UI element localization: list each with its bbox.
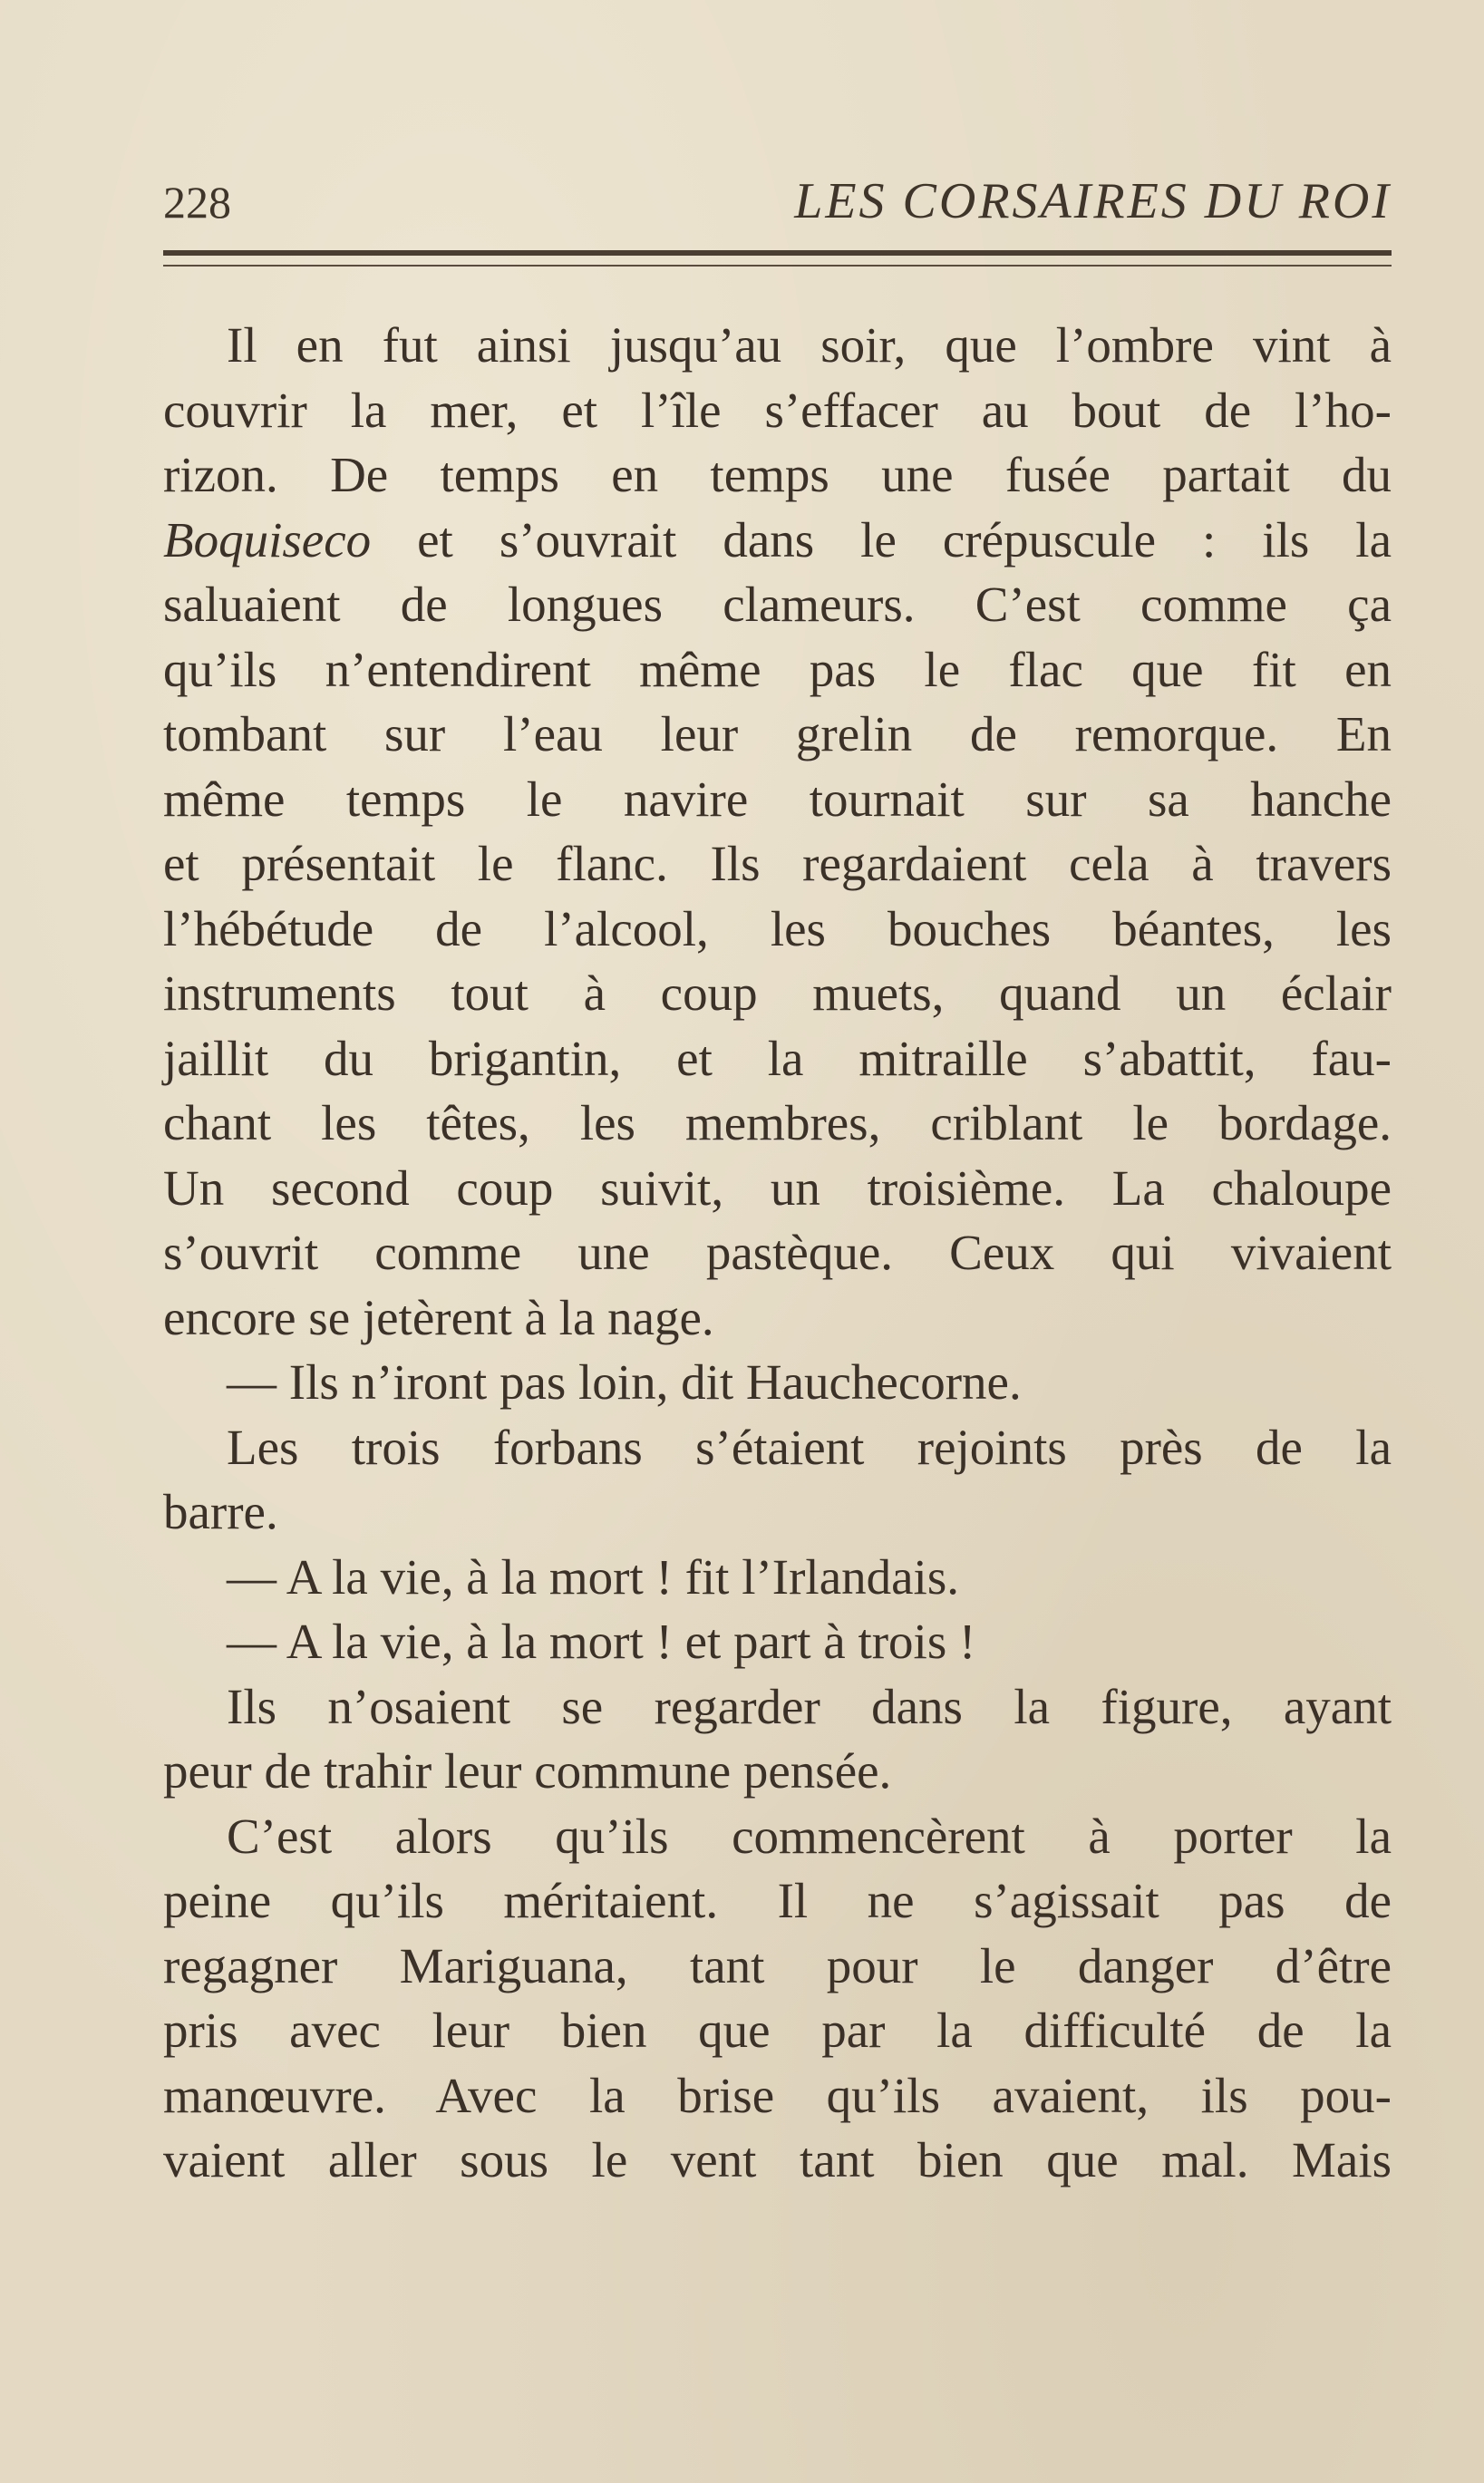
text-line: Un second coup suivit, un troisième. La chaloupe (163, 1159, 1392, 1216)
page-number: 228 (163, 177, 231, 228)
text-line: saluaient de longues clameurs. C’est comme ça (163, 577, 1392, 632)
text-line: jaillit du brigantin, et la mitraille s’abattit, fau- (163, 1030, 1392, 1086)
header-rule-thin (163, 265, 1392, 267)
text-segment: et s’ouvrait dans le crépuscule : ils la (371, 511, 1392, 567)
page-header (163, 172, 1392, 245)
text-line: et présentait le flanc. Ils regardaient cela à travers (163, 836, 1392, 891)
text-line: instruments tout à coup muets, quand un éclair (163, 965, 1392, 1021)
body-text (163, 313, 1392, 2193)
text-line: couvrir la mer, et l’île s’effacer au bout de l’ho- (163, 382, 1392, 438)
text-line: Les trois forbans s’étaient rejoints près de la (227, 1419, 1392, 1475)
text-line: — A la vie, à la mort ! fit l’Irlandais. (227, 1548, 959, 1605)
text-line: encore se jetèrent à la nage. (163, 1289, 714, 1345)
text-line: barre. (163, 1484, 278, 1539)
text-line: rizon. De temps en temps une fusée partait du (163, 447, 1392, 502)
text-line: C’est alors qu’ils commencèrent à porter la (227, 1808, 1392, 1864)
text-line: manœuvre. Avec la brise qu’ils avaient, ils pou- (163, 2067, 1392, 2123)
text-line: pris avec leur bien que par la difficulté de la (163, 2003, 1392, 2058)
text-line (163, 508, 1392, 573)
text-line: tombant sur l’eau leur grelin de remorque. En (163, 706, 1392, 761)
text-line: même temps le navire tournait sur sa hanche (163, 771, 1392, 827)
text-line: l’hébétude de l’alcool, les bouches béantes, les (163, 900, 1392, 956)
text-line: peur de trahir leur commune pensée. (163, 1743, 892, 1799)
text-line: — A la vie, à la mort ! et part à trois ! (227, 1614, 976, 1669)
text-line: regagner Mariguana, tant pour le danger d’être (163, 1937, 1392, 1993)
text-line: Il en fut ainsi jusqu’au soir, que l’ombre vint à (227, 317, 1392, 373)
text-line: Ils n’osaient se regarder dans la figure, ayant (227, 1678, 1392, 1734)
italic-ship-name: Boquiseco (163, 511, 372, 567)
text-line: qu’ils n’entendirent même pas le flac que fit en (163, 641, 1392, 697)
text-line: s’ouvrit comme une pastèque. Ceux qui vivaient (163, 1225, 1392, 1280)
text-line: — Ils n’iront pas loin, dit Hauchecorne. (227, 1354, 1022, 1410)
running-title: LES CORSAIRES DU ROI (794, 173, 1392, 229)
header-rule-thick (163, 250, 1392, 256)
text-line: chant les têtes, les membres, criblant le bordage. (163, 1095, 1392, 1150)
text-line: vaient aller sous le vent tant bien que mal. Mais (163, 2132, 1392, 2187)
text-line: peine qu’ils méritaient. Il ne s’agissait pas de (163, 1873, 1392, 1928)
